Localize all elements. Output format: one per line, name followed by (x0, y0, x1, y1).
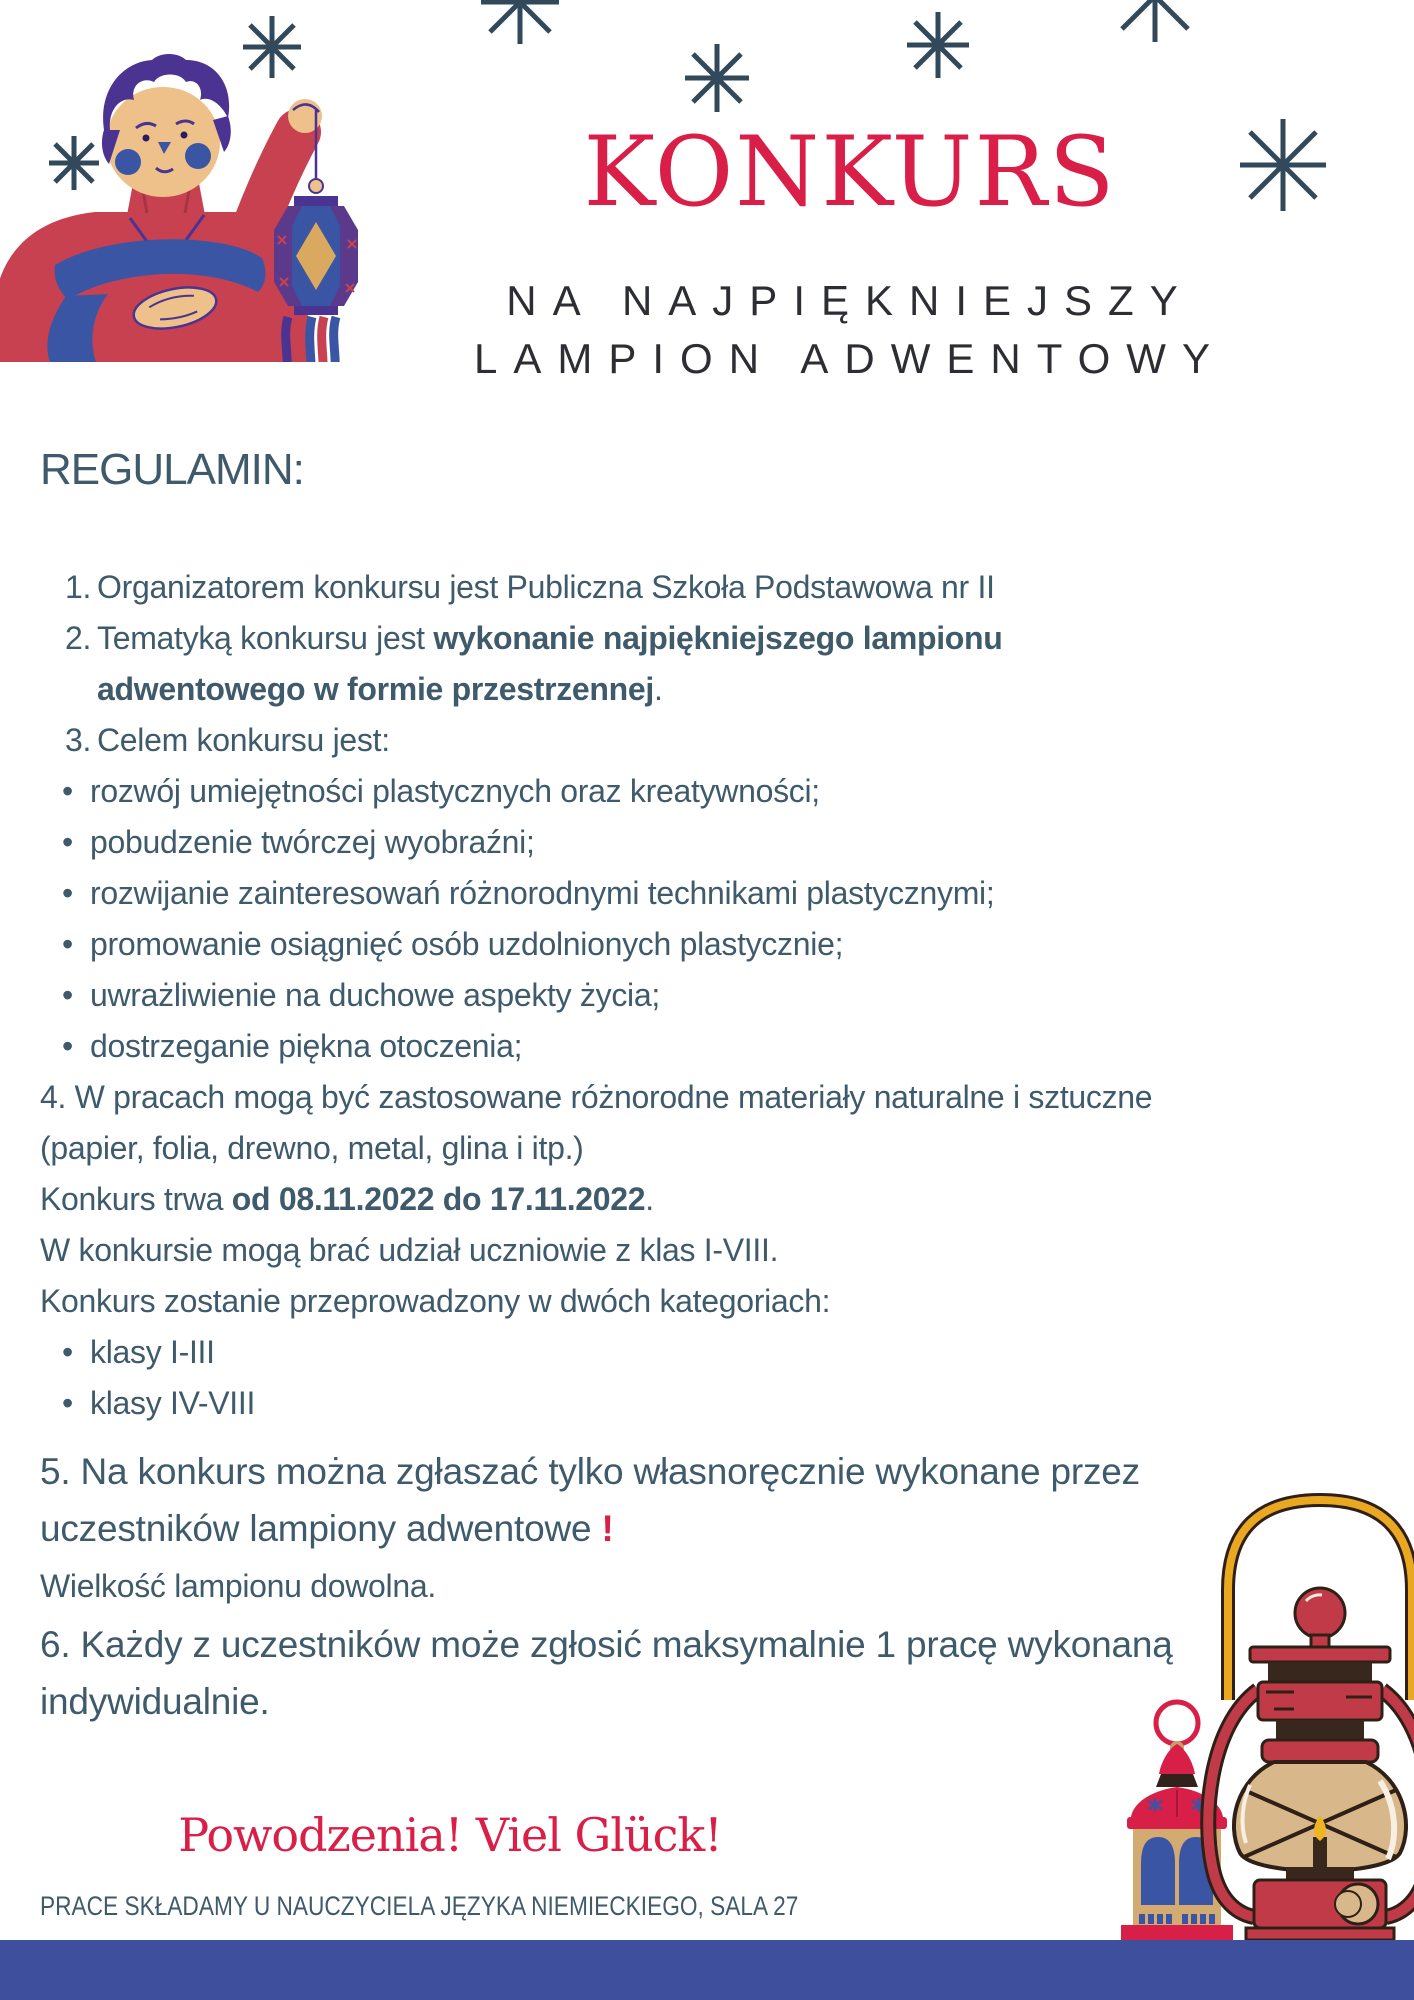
bullet-icon: • (62, 1334, 73, 1370)
poster-subtitle-line1: NA NAJPIĘKNIEJSZY (506, 277, 1194, 324)
person-with-lantern-illustration (0, 50, 380, 362)
rule-text: uczestników lampiony adwentowe (40, 1508, 602, 1549)
rule-text: Celem konkursu jest: (97, 722, 390, 758)
rule-text-bold: adwentowego w formie przestrzennej (97, 671, 655, 707)
list-item (40, 1327, 1380, 1378)
list-item (40, 919, 1380, 970)
list-item (40, 1021, 1380, 1072)
rule-text: Organizatorem konkursu jest Publiczna Szkoła Podstawowa nr II (97, 569, 995, 605)
bullet-icon: • (62, 773, 73, 809)
bullet-text: dostrzeganie piękna otoczenia; (90, 1028, 523, 1064)
bullet-text: klasy I-III (90, 1334, 215, 1370)
bullet-icon: • (62, 1385, 73, 1421)
hurricane-lantern-icon (1150, 1485, 1414, 1940)
categories-bullet-list (40, 1327, 1380, 1429)
bullet-icon: • (62, 977, 73, 1013)
exclamation-mark: ! (601, 1508, 614, 1549)
rule-number: 1. (65, 569, 92, 605)
snowflake-star-icon (685, 44, 749, 112)
snowflake-star-icon (907, 12, 969, 78)
bullet-text: klasy IV-VIII (90, 1385, 256, 1421)
contest-duration (40, 1174, 1380, 1225)
rule-item-3 (40, 715, 1380, 766)
list-item (40, 868, 1380, 919)
good-luck-message: Powodzenia! Viel Glück! (178, 1808, 722, 1862)
goals-bullet-list (40, 766, 1380, 1072)
duration-dates: od 08.11.2022 do 17.11.2022 (231, 1181, 646, 1217)
bullet-text: promowanie osiągnięć osób uzdolnionych plastycznie; (90, 926, 844, 962)
rule-item-1 (40, 562, 1380, 613)
rule-text-regular: . (654, 671, 663, 707)
rule-number: 3. (65, 722, 92, 758)
list-item (40, 766, 1380, 817)
bullet-icon: • (62, 824, 73, 860)
bullet-text: uwrażliwienie na duchowe aspekty życia; (90, 977, 660, 1013)
poster-title: KONKURS (583, 116, 1117, 228)
rule-text-regular: Tematyką konkursu jest (97, 620, 434, 656)
rule-number: 2. (65, 620, 92, 656)
list-item (40, 817, 1380, 868)
snowflake-star-icon (1112, 0, 1198, 42)
rule-text-bold: wykonanie najpiękniejszego lampionu (433, 620, 1003, 656)
list-item (40, 1378, 1380, 1429)
bullet-icon: • (62, 926, 73, 962)
poster-subtitle-line2: LAMPION ADWENTOWY (474, 335, 1226, 382)
rule-text: indywidualnie. (40, 1681, 270, 1722)
size-note: Wielkość lampionu dowolna. (40, 1568, 436, 1604)
rule-text: 5. Na konkurs można zgłaszać tylko własnoręcznie wykonane przez (40, 1451, 1140, 1492)
duration-regular: . (645, 1181, 654, 1217)
footer-bar (0, 1940, 1414, 2000)
rule-item-2 (40, 613, 1380, 715)
title-block (430, 118, 1270, 388)
list-item (40, 970, 1380, 1021)
categories-intro: Konkurs zostanie przeprowadzony w dwóch kategoriach: (40, 1283, 831, 1319)
rules-heading: REGULAMIN: (40, 445, 304, 494)
rule-item-4-line2: (papier, folia, drewno, metal, glina i itp.) (40, 1130, 584, 1166)
rule-text (97, 613, 1380, 715)
duration-regular: Konkurs trwa (40, 1181, 232, 1217)
bullet-icon: • (62, 875, 73, 911)
submission-note: PRACE SKŁADAMY U NAUCZYCIELA JĘZYKA NIEMIECKIEGO, SALA 27 (40, 1891, 799, 1921)
bullet-text: pobudzenie twórczej wyobraźni; (90, 824, 535, 860)
rule-item-4-line1: 4. W pracach mogą być zastosowane różnorodne materiały naturalne i sztuczne (40, 1079, 1153, 1115)
bullet-icon: • (62, 1028, 73, 1064)
rule-text: 6. Każdy z uczestników może zgłosić maksymalnie 1 pracę wykonaną (40, 1624, 1173, 1665)
bullet-text: rozwijanie zainteresowań różnorodnymi technikami plastycznymi; (90, 875, 995, 911)
bullet-text: rozwój umiejętności plastycznych oraz kreatywności; (90, 773, 820, 809)
snowflake-star-icon (481, 0, 559, 44)
participants-note: W konkursie mogą brać udział uczniowie z klas I-VIII. (40, 1232, 779, 1268)
